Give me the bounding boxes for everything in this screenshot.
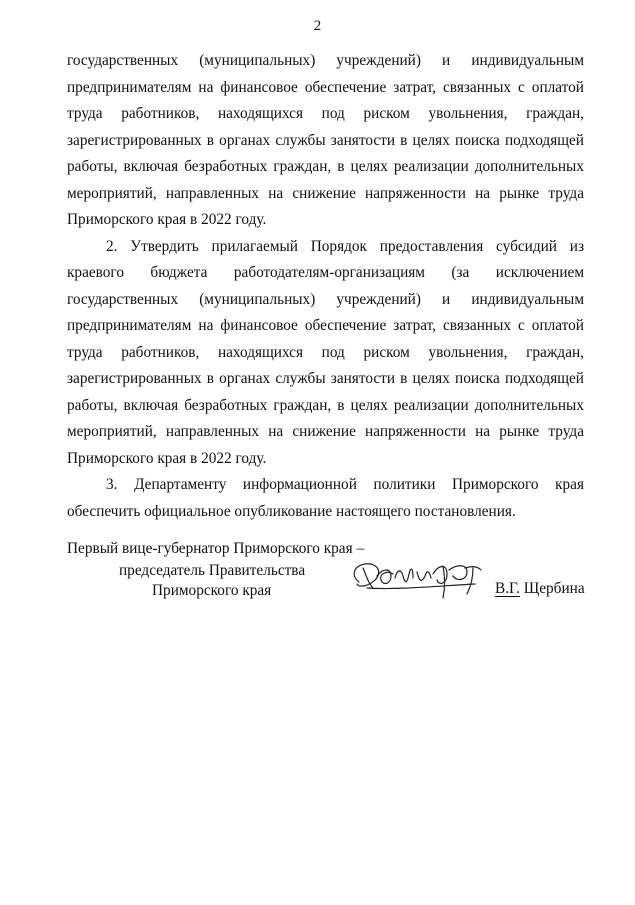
paragraph-item-2: 2. Утвердить прилагаемый Порядок предоставления субсидий из краевого бюджета работодателям-организациям (за исключением государственных (муниципальных) учреждений) и индивидуальным предпринимателям на финансовое обеспечение затрат, связанных с оплатой труда работников, находящихся под риском увольнения, граждан, зарегистрированных в органах службы занятости в целях поиска подходящей работы, включая безработных граждан, в целях реализации дополнительных мероприятий, направленных на снижение напряженности на рынке труда Приморского края в 2022 году. (67, 237, 584, 467)
signer-name (495, 580, 585, 598)
document-body (67, 48, 584, 525)
signer-initials: В.Г. (495, 580, 520, 597)
signer-title-line-2: председатель Правительства (119, 562, 306, 579)
signer-surname: Щербина (519, 580, 585, 597)
signer-title-line-3: Приморского края (152, 582, 272, 599)
page-number: 2 (313, 18, 322, 34)
paragraph-item-3: 3. Департаменту информационной политики Приморского края обеспечить официальное опубликование настоящего постановления. (67, 476, 584, 520)
handwritten-signature (347, 554, 497, 604)
signer-title-line-1: Первый вице-губернатор Приморского края – (67, 540, 365, 557)
signature-block (67, 540, 587, 620)
paragraph-continuation: государственных (муниципальных) учреждений) и индивидуальным предпринимателям на финансовое обеспечение затрат, связанных с оплатой труда работников, находящихся под риском увольнения, граждан, зарегистрированных в органах службы занятости в целях поиска подходящей работы, включая безработных граждан, в целях реализации дополнительных мероприятий, направленных на снижение напряженности на рынке труда Приморского края в 2022 году. (67, 52, 584, 228)
